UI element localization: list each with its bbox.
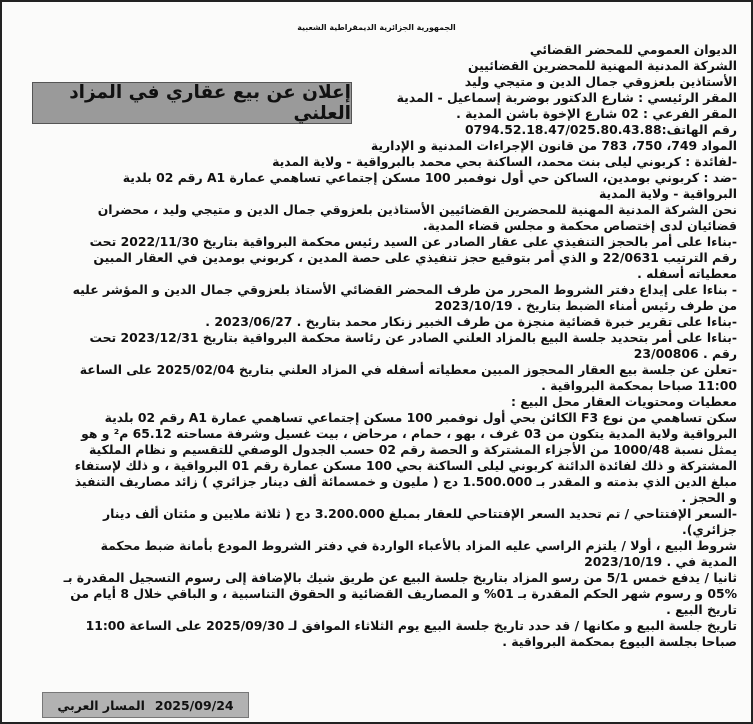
footer-newspaper: المسار العربي [57,697,145,713]
body-line: مبلغ الدين الذي بذمته و المقدر بـ 1.500.000 دج ( مليون و خمسمائة ألف دينار جزائري ) زائد مصاريف التنفيذ [74,474,737,489]
body-line: البرواقية ولاية المدية يتكون من 03 غرف ، بهو ، حمام ، مرحاض ، بيت غسيل وشرفة مساحته 65.12 م² و هو [81,426,737,441]
body-line: قضائيان لدى إختصاص محكمة و مجلس قضاء المدية. [422,218,737,233]
body-line: نحن الشركة المدنية المهنية للمحضرين القضائيين الأستاذين بلعزوقي جمال الدين و متيجي وليد ، محضران [97,202,737,217]
body-line: المواد 749، 750، 783 من قانون الإجراءات المدنية و الإدارية [370,138,737,153]
phone-line: رقم الهاتف:0794.52.18.47/025.80.43.88 [465,122,737,137]
body-line: معطياته أسفله . [637,266,737,281]
body-line: تاريخ جلسة البيع و مكانها / قد حدد تاريخ جلسة البيع يوم الثلاثاء الموافق لـ 2025/09/30 على الساعة 11:00 [85,618,737,633]
office-line: الأستاذين بلعزوقي جمال الدين و متيجي وليد [464,74,737,89]
body-line: رقم . 23/00806 [633,346,737,361]
body-line: سكن تساهمي من نوع F3 الكائن بحي أول نوفمبر 100 مسكن إجتماعي تساهمي عمارة A1 رقم 02 بلدية [104,410,737,425]
body-line: -السعر الإفتتاحي / تم تحديد السعر الإفتتاحي للعقار بمبلغ 3.200.000 دج ( ثلاثة ملايين و مئتان ألف دينار [102,506,737,521]
body-line: -بناءا على أمر بتحديد جلسة البيع بالمزاد العلني الصادر عن رئاسة محكمة البرواقية بتاريخ 2023/12/31 تحت [89,330,737,345]
office-line: المقر الفرعي : 02 شارع الإخوة باشن المدية . [456,106,737,121]
body-line: المدية في . 2023/10/19 [584,554,737,569]
body-line: - بناءا على إيداع دفتر الشروط المحرر من طرف المحضر القضائي الأستاذ بلعزوقي جمال الدين و المؤشر عليه [72,282,737,297]
body-line: -لفائدة : كربوني ليلى بنت محمد، الساكنة بحي محمد بالبرواقية - ولاية المدية [272,154,737,169]
body-line: ثانيا / يدفع خمس 5/1 من رسو المزاد بتاريخ جلسة البيع عن طريق شيك بالإضافة إلى رسوم التسجيل المقدرة بـ [63,570,737,585]
body-line: 11:00 صباحا بمحكمة البرواقية . [541,378,737,393]
body-line: البرواقية - ولاية المدية [598,186,737,201]
body-line: و الحجز . [681,490,737,505]
footer-date: 2025/09/24 [154,697,234,713]
body-line: شروط البيع ، أولا / يلتزم الراسي عليه المزاد بالأعباء الواردة في دفتر الشروط المودع بأمانة ضبط محكمة [100,538,737,553]
body-line: 05% و رسوم شهر الحكم المقدرة بـ 01% و المصاريف القضائية و الحقوق التناسبية ، و الباقي خلال 8 أيام من [70,586,737,601]
body-line: يمثل نسبة 1000/48 من الأجزاء المشتركة و الحصة رقم 02 حسب الجدول الوصفي للتقسيم و نظام الملكية [89,442,737,457]
office-line: المقر الرئيسي : شارع الدكتور بوضربة إسماعيل - المدية [396,90,737,105]
body-line: تاريخ البيع . [666,602,737,617]
body-line: المشتركة و ذلك لفائدة الدائنة كربوني ليلى الساكنة بحي 100 مسكن عمارة رقم 01 البرواقية ، و ذلك لإستفاء [74,458,737,473]
body-line: -تعلن عن جلسة بيع العقار المحجوز المبين معطياته أسفله في المزاد العلني بتاريخ 2025/02/04 على الساعة [79,362,737,377]
republic-heading: الجمهورية الجزائرية الديمقراطية الشعبية [297,23,456,32]
body-line: -ضد : كربوني بومدين، الساكن حي أول نوفمبر 100 مسكن إجتماعي تساهمي عمارة A1 رقم 02 بلدية [122,170,737,185]
body-line: جزائري). [682,522,737,537]
body-line: من طرف رئيس أمناء الضبط بتاريخ . 2023/10/19 [434,298,737,313]
notice-title: إعلان عن بيع عقاري في المزاد العلني [32,82,352,124]
section-heading: معطيات ومحتويات العقار محل البيع : [510,394,737,409]
newspaper-footer [42,692,249,718]
office-line: الشركة المدنية المهنية للمحضرين القضائيين [467,58,737,73]
body-line: رقم الترتيب 22/0631 و الذي أمر بتوقيع حجز تنفيذي على حصة المدين ، كربوني بومدين في العقار المبين [93,250,737,265]
body-line: -بناءا على أمر بالحجز التنفيذي على عقار الصادر عن السيد رئيس محكمة البرواقية بتاريخ 2022/11/30 تحت [89,234,737,249]
office-line: الديوان العمومي للمحضر القضائي [529,42,737,57]
body-line: -بناءا على تقرير خبرة قضائية منجزة من طرف الخبير زنكار محمد بتاريخ . 2023/06/27 . [205,314,737,329]
body-line: صباحا بجلسة البيوع بمحكمة البرواقية . [502,634,737,649]
